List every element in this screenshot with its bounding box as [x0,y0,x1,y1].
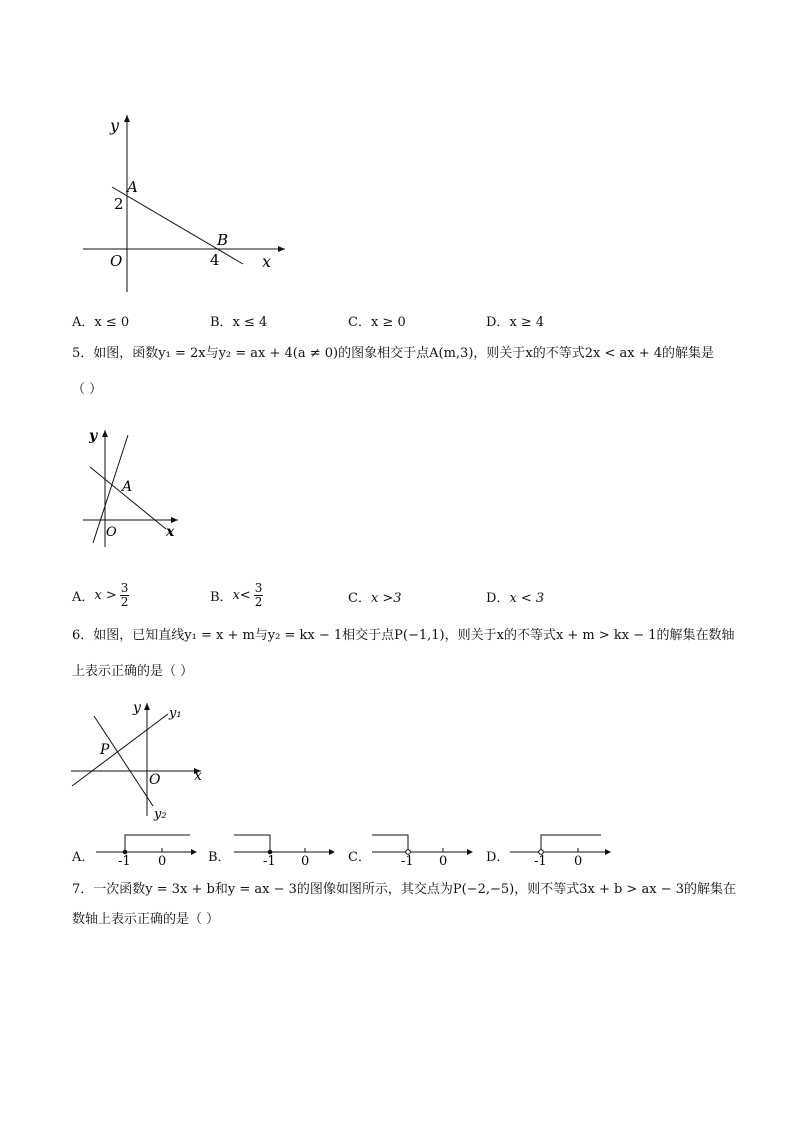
line-y2 [94,716,153,806]
q7-stem-line1: 7．一次函数y = 3x + b和y = ax − 3的图像如图所示，其交点为P(−2,−5)，则不等式3x + b > ax − 3的解集在 [72,882,736,897]
origin-label: O [106,525,117,540]
q5-option-d[interactable]: D．x < 3 [486,591,545,606]
q5-stem-line2: （ ） [72,382,103,397]
fraction: 3 2 [120,580,129,609]
tick-label-minus-one: -1 [118,854,131,866]
y2-label: y₂ [154,807,167,822]
y-axis-label: y [89,428,98,444]
point-a-label: A [127,178,138,196]
fraction: 3 2 [254,580,263,609]
q6-option-d-number-line[interactable] [508,830,618,866]
tick-label-minus-one: -1 [401,854,414,866]
q5-graph [80,425,190,555]
q6-option-a-number-line[interactable] [94,830,204,866]
point-a-label: A [122,479,133,495]
q6-graph [68,698,213,823]
y-intercept-label: 2 [114,195,124,213]
arrow [467,849,473,855]
q6-option-d-letter[interactable]: D． [486,850,510,865]
solution-bracket [372,835,408,852]
solution-bracket [234,835,270,852]
point-p-label: P [100,742,110,758]
q5-stem-line1: 5．如图，函数y₁ = 2x与y₂ = ax + 4(a ≠ 0)的图象相交于点A(m,3)，则关于x的不等式2x < ax + 4的解集是 [72,346,714,361]
q6-option-b-letter[interactable]: B． [208,850,231,865]
q6-option-b-number-line[interactable] [232,830,342,866]
q4-option-d[interactable]: D．x ≥ 4 [486,315,545,330]
q5-option-a[interactable]: A． x > 3 2 [72,580,129,609]
q6-option-a-letter[interactable]: A． [72,850,95,865]
x-intercept-label: 4 [210,251,220,269]
arrow [605,849,611,855]
tick-label-zero: 0 [574,854,583,866]
x-axis-label: x [166,524,175,540]
q4-graph [80,110,300,300]
q4-option-b[interactable]: B．x ≤ 4 [210,315,268,330]
q4-option-a[interactable]: A．x ≤ 0 [72,315,130,330]
point-b-label: B [217,231,229,249]
solution-bracket [541,835,601,852]
q6-option-c-number-line[interactable] [370,830,480,866]
origin-label: O [149,772,161,788]
q6-stem-line1: 6．如图，已知直线y₁ = x + m与y₂ = kx − 1相交于点P(−1,1)，则关于x的不等式x + m > kx − 1的解集在数轴 [72,628,735,643]
q5-option-c[interactable]: C．x >3 [348,591,402,606]
q6-stem-line2: 上表示正确的是（ ） [72,664,194,679]
arrow [329,849,335,855]
tick-label-zero: 0 [439,854,448,866]
y-axis-label: y [110,116,120,135]
x-axis-label: x [262,252,272,271]
q5-option-b[interactable]: B． x< 3 2 [210,580,263,609]
q7-stem-line2: 数轴上表示正确的是（ ） [72,912,220,927]
origin-label: O [110,252,123,270]
q6-option-c-letter[interactable]: C． [348,850,371,865]
q4-option-c[interactable]: C．x ≥ 0 [348,315,406,330]
y-axis-label: y [133,700,141,716]
arrow [191,849,197,855]
tick-label-zero: 0 [301,854,310,866]
tick-label-zero: 0 [158,854,167,866]
solution-bracket [125,835,190,852]
x-axis-label: x [194,768,202,784]
tick-label-minus-one: -1 [263,854,276,866]
line-ab [112,187,243,264]
y1-label: y₁ [169,706,182,721]
tick-label-minus-one: -1 [534,854,547,866]
